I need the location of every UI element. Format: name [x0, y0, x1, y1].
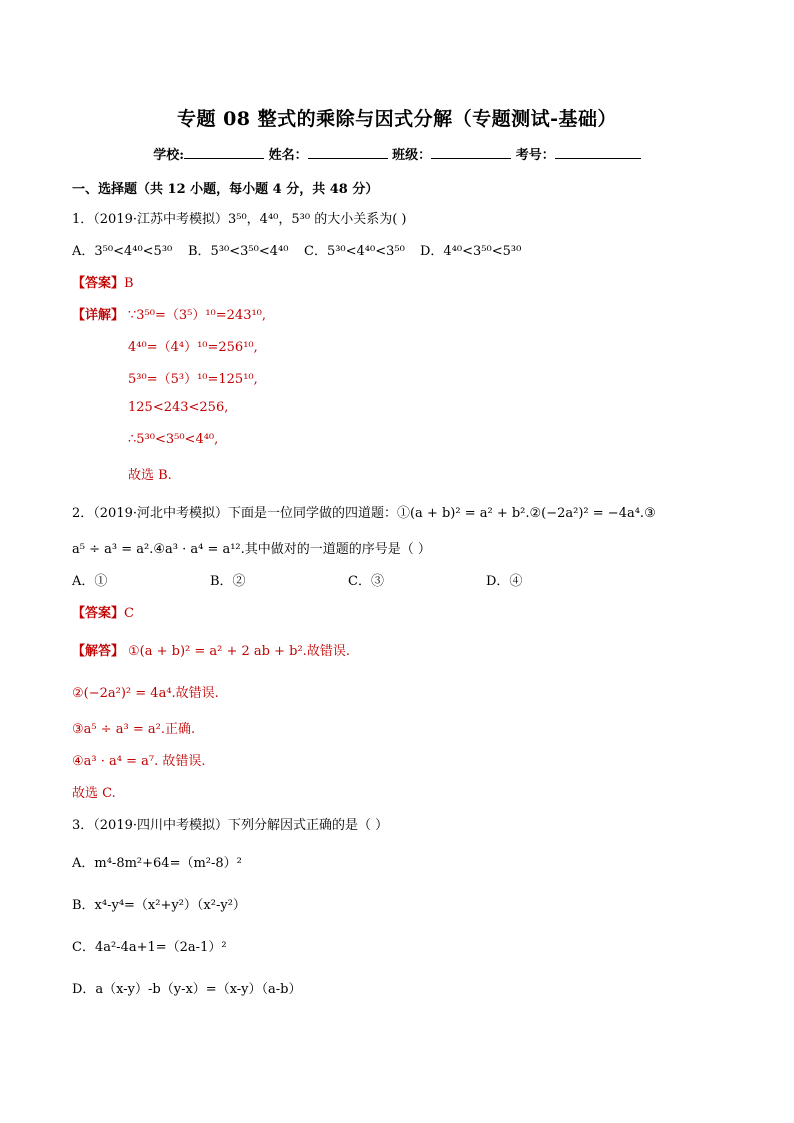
school-field[interactable] [184, 144, 264, 159]
q1-detail-line: ∵3⁵⁰=（3⁵）¹⁰=243¹⁰, [128, 308, 267, 323]
q3-option-b: B．x⁴-y⁴=（x²+y²）（x²-y²） [72, 898, 246, 913]
q2-solution-line: ③a⁵ ÷ a³ = a².正确. [72, 722, 196, 737]
q2-solution-line: ①(a + b)² = a² + 2 ab + b².故错误. [128, 644, 350, 659]
school-label: 学校: [153, 148, 185, 163]
q1-detail-line: ∴5³⁰<3⁵⁰<4⁴⁰, [128, 432, 219, 447]
q1-option-c: C．5³⁰<4⁴⁰<3⁵⁰ [304, 244, 405, 259]
q2-solution-line: ②(−2a²)² = 4a⁴.故错误. [72, 686, 219, 701]
q1-stem: 1．（2019·江苏中考模拟）3⁵⁰，4⁴⁰，5³⁰ 的大小关系为( ) [72, 212, 407, 227]
q1-detail-line: 5³⁰=（5³）¹⁰=125¹⁰, [128, 372, 258, 387]
q2-stem-line2: a⁵ ÷ a³ = a².④a³ · a⁴ = a¹².其中做对的一道题的序号是（ ） [72, 542, 431, 557]
q1-detail-line: 故选 B. [128, 468, 172, 483]
name-label: 姓名： [268, 148, 308, 163]
q1-detail-line: 4⁴⁰=（4⁴）¹⁰=256¹⁰, [128, 340, 258, 355]
name-field[interactable] [308, 144, 388, 159]
q2-option-b: B．② [210, 574, 246, 589]
q2-solution-line: 故选 C. [72, 786, 116, 801]
answer-value: B [124, 276, 134, 291]
exam-no-field[interactable] [555, 144, 641, 159]
q2-solution-tag: 【解答】 [72, 644, 125, 659]
q3-option-c: C．4a²-4a+1=（2a-1）² [72, 940, 227, 955]
section-heading: 一、选择题（共 12 小题，每小题 4 分，共 48 分） [72, 182, 379, 197]
q1-detail-line: 125<243<256, [128, 400, 229, 415]
q3-option-d: D．a（x-y）-b（y-x）=（x-y）（a-b） [72, 982, 302, 997]
q2-stem-line1: 2．（2019·河北中考模拟）下面是一位同学做的四道题：①(a + b)² = a² + b².②(−2a²)² = −4a⁴.③ [72, 506, 656, 521]
q1-option-d: D．4⁴⁰<3⁵⁰<5³⁰ [420, 244, 522, 259]
q2-option-c: C．③ [348, 574, 384, 589]
answer-tag: 【答案】 [72, 276, 125, 291]
q2-option-a: A．① [72, 574, 108, 589]
q2-option-d: D．④ [486, 574, 523, 589]
class-label: 班级： [392, 148, 432, 163]
answer-value: C [124, 606, 134, 621]
class-field[interactable] [431, 144, 511, 159]
q1-detail-tag: 【详解】 [72, 308, 125, 323]
q1-option-a: A．3⁵⁰<4⁴⁰<5³⁰ [72, 244, 173, 259]
q2-answer [72, 602, 134, 621]
q3-option-a: A．m⁴-8m²+64=（m²-8）² [72, 856, 242, 871]
answer-tag: 【答案】 [72, 606, 125, 621]
q1-answer [72, 272, 134, 291]
q1-option-b: B．5³⁰<3⁵⁰<4⁴⁰ [188, 244, 289, 259]
q3-stem: 3．（2019·四川中考模拟）下列分解因式正确的是（ ） [72, 818, 389, 833]
student-info-line [0, 144, 794, 163]
exam-no-label: 考号： [515, 148, 555, 163]
page-title: 专题 08 整式的乘除与因式分解（专题测试-基础） [176, 108, 618, 130]
q2-solution-line: ④a³ · a⁴ = a⁷. 故错误. [72, 754, 206, 769]
